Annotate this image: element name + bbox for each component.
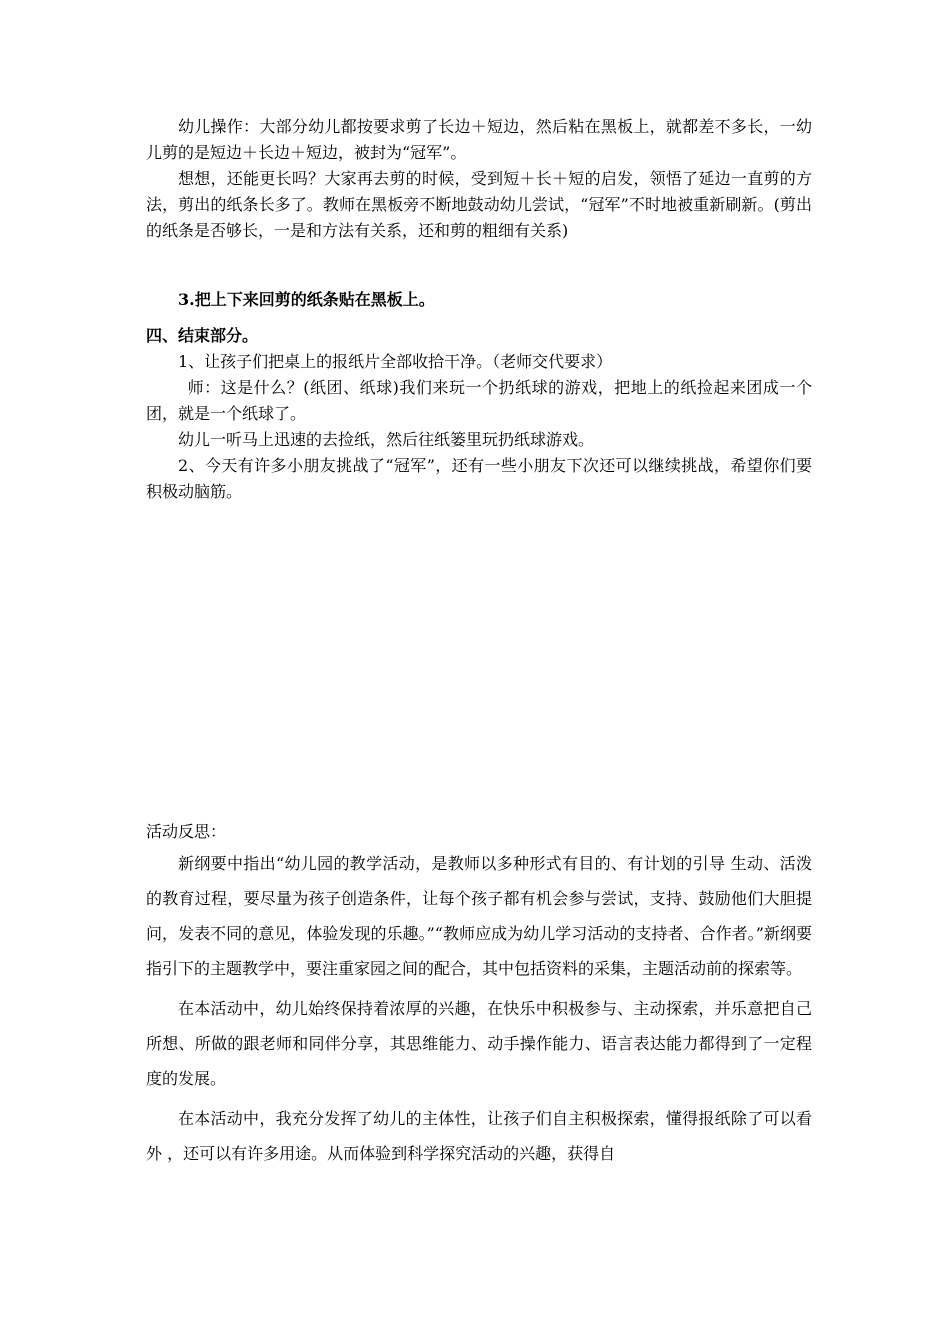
reflection-section xyxy=(146,818,812,1171)
reflection-paragraph-3: 在本活动中，我充分发挥了幼儿的主体性，让孩子们自主积极探索，懂得报纸除了可以看外 ，还可以有许多用途。从而体验到科学探究活动的兴趣，获得自 xyxy=(146,1109,812,1163)
operation-section xyxy=(146,114,812,244)
reflection-paragraph-2: 在本活动中，幼儿始终保持着浓厚的兴趣，在快乐中积极参与、主动探索，并乐意把自己所想、所做的跟老师和同伴分享，其思维能力、动手操作能力、语言表达能力都得到了一定程度的发展。 xyxy=(146,999,812,1088)
ending-section xyxy=(146,323,812,505)
reflection-heading: 活动反思： xyxy=(146,822,227,841)
children-reaction-paragraph: 幼儿一听马上迅速的去捡纸，然后往纸篓里玩扔纸球游戏。 xyxy=(178,430,595,449)
ending-section-heading: 四、结束部分。 xyxy=(146,326,259,345)
step-3-section xyxy=(146,287,812,313)
reflection-paragraph-1: 新纲要中指出“幼儿园的教学活动，是教师以多种形式有目的、有计划的引导 生动、活泼的教育过程，要尽量为孩子创造条件，让每个孩子都有机会参与尝试，支持、鼓励他们大胆提问，发表不同的意见，体验发现的乐趣。”“教师应成为幼儿学习活动的支持者、合作者。”新纲要指引下的主题教学中，要注重家园之间的配合，其中包括资料的采集，主题活动前的探索等。 xyxy=(146,854,812,978)
step-3-heading: 3.把上下来回剪的纸条贴在黑板上。 xyxy=(178,290,435,309)
operation-paragraph: 幼儿操作：大部分幼儿都按要求剪了长边＋短边，然后粘在黑板上，就都差不多长，一幼儿剪的是短边＋长边＋短边，被封为“冠军”。 xyxy=(146,117,812,162)
teacher-dialogue-paragraph: 师：这是什么？(纸团、纸球)我们来玩一个扔纸球的游戏，把地上的纸捡起来团成一个团，就是一个纸球了。 xyxy=(146,378,812,423)
ending-item-2: 2、今天有许多小朋友挑战了“冠军”，还有一些小朋友下次还可以继续挑战，希望你们要积极动脑筋。 xyxy=(146,456,812,501)
ending-item-1: 1、让孩子们把桌上的报纸片全部收拾干净。（老师交代要求） xyxy=(178,352,613,371)
think-longer-paragraph: 想想，还能更长吗？大家再去剪的时候，受到短＋长＋短的启发，领悟了延边一直剪的方法，剪出的纸条长多了。教师在黑板旁不断地鼓动幼儿尝试，“冠军”不时地被重新刷新。(剪出的纸条是否够长，一是和方法有关系，还和剪的粗细有关系) xyxy=(146,169,812,240)
